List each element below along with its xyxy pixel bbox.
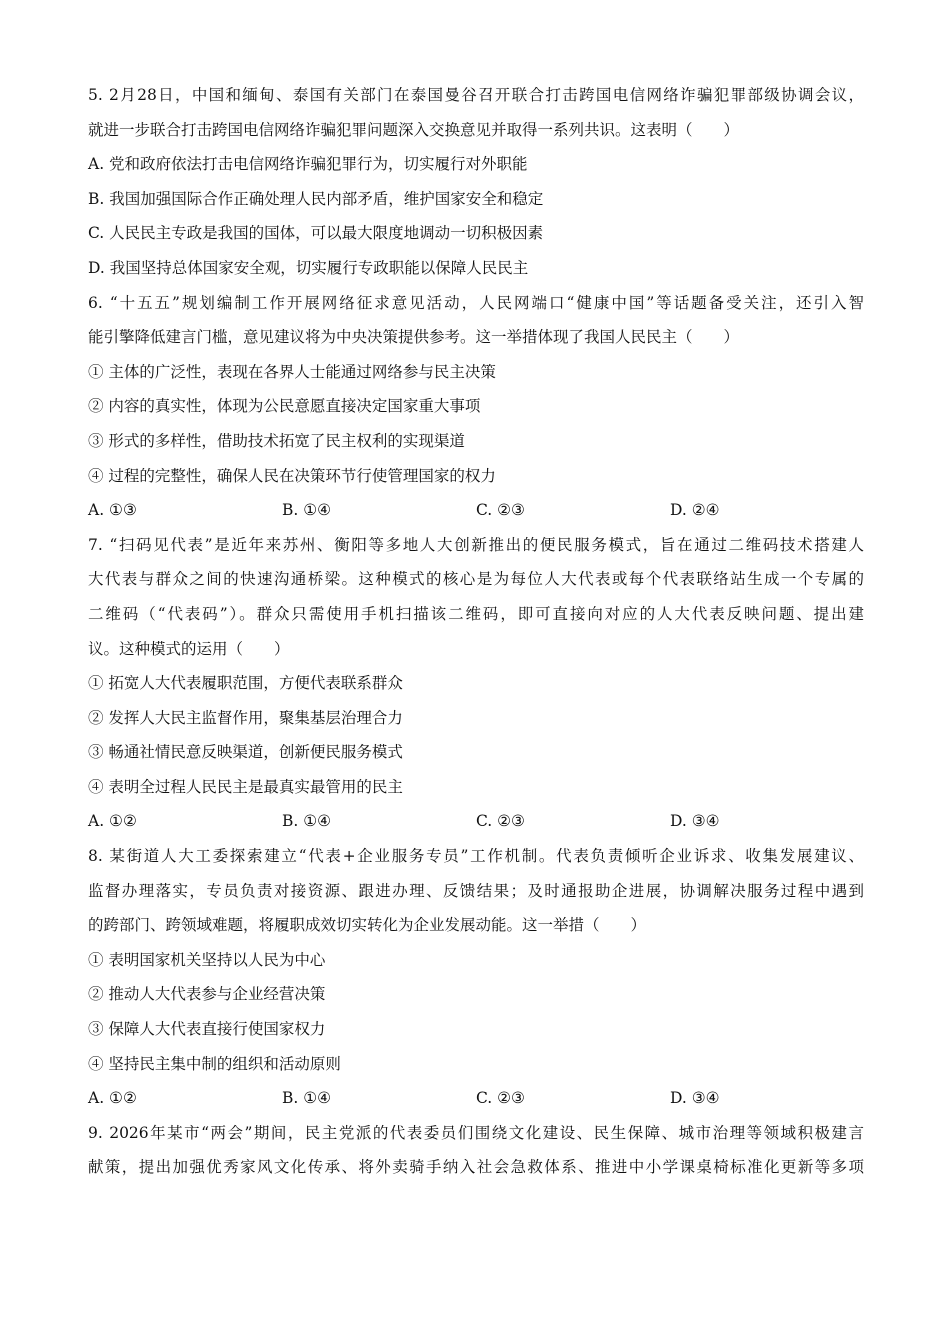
question-5-option-d: D. 我国坚持总体国家安全观，切实履行专政职能以保障人民民主	[88, 258, 529, 277]
question-9-stem-line-2: 献策，提出加强优秀家风文化传承、将外卖骑手纳入社会急救体系、推进中小学课桌椅标准化更新等多项	[88, 1158, 864, 1177]
question-5-stem-line-1: 5. 2月28日，中国和缅甸、泰国有关部门在泰国曼谷召开联合打击跨国电信网络诈骗犯罪部级协调会议，	[88, 86, 864, 104]
question-6	[88, 286, 864, 528]
question-6-stem-line-1: 6. “十五五”规划编制工作开展网络征求意见活动，人民网端口“健康中国”等话题备受关注，还引入智	[88, 293, 864, 312]
question-7-choices	[88, 804, 864, 839]
question-8-stem-line-3: 的跨部门、跨领域难题，将履职成效切实转化为企业发展动能。这一举措（ ）	[88, 916, 647, 935]
question-8-statement-1: ① 表明国家机关坚持以人民为中心	[88, 950, 326, 969]
question-8-choice-a: A. ①②	[88, 1089, 137, 1108]
question-7	[88, 528, 864, 839]
question-6-statement-1: ① 主体的广泛性，表现在各界人士能通过网络参与民主决策	[88, 362, 496, 381]
question-7-statement-4: ④ 表明全过程人民民主是最真实最管用的民主	[88, 777, 403, 796]
question-7-statement-2: ② 发挥人大民主监督作用，聚集基层治理合力	[88, 708, 403, 727]
question-8-choice-d: D. ③④	[670, 1089, 720, 1108]
question-7-stem-line-2: 大代表与群众之间的快速沟通桥梁。这种模式的核心是为每位人大代表或每个代表联络站生成一个专属的	[88, 570, 864, 589]
question-6-statement-2: ② 内容的真实性，体现为公民意愿直接决定国家重大事项	[88, 397, 481, 416]
question-6-choice-b: B. ①④	[282, 501, 332, 520]
question-8	[88, 839, 864, 1116]
question-8-statement-2: ② 推动人大代表参与企业经营决策	[88, 985, 326, 1004]
question-8-choice-b: B. ①④	[282, 1089, 332, 1108]
question-9-stem-line-1: 9. 2026年某市“两会”期间，民主党派的代表委员们围绕文化建设、民生保障、城市治理等领域积极建言	[88, 1123, 864, 1142]
question-5	[88, 78, 864, 286]
question-8-stem-line-2: 监督办理落实，专员负责对接资源、跟进办理、反馈结果；及时通报助企进展，协调解决服务过程中遇到	[88, 881, 864, 900]
question-7-stem-line-3: 二维码（“代表码”）。群众只需使用手机扫描该二维码，即可直接向对应的人大代表反映问题、提出建	[88, 604, 864, 623]
question-5-option-a: A. 党和政府依法打击电信网络诈骗犯罪行为，切实履行对外职能	[88, 155, 528, 174]
question-6-stem-line-2: 能引擎降低建言门槛，意见建议将为中央决策提供参考。这一举措体现了我国人民民主（ ）	[88, 328, 740, 347]
question-8-statement-3: ③ 保障人大代表直接行使国家权力	[88, 1020, 326, 1039]
question-6-statement-3: ③ 形式的多样性，借助技术拓宽了民主权利的实现渠道	[88, 431, 465, 450]
question-7-statement-1: ① 拓宽人大代表履职范围，方便代表联系群众	[88, 674, 403, 693]
question-6-choice-d: D. ②④	[670, 501, 720, 520]
question-6-choices	[88, 493, 864, 528]
question-7-stem-line-4: 议。这种模式的运用（ ）	[88, 639, 290, 658]
question-8-stem-line-1: 8. 某街道人大工委探索建立“代表+企业服务专员”工作机制。代表负责倾听企业诉求、收集发展建议、	[88, 847, 864, 866]
question-7-choice-b: B. ①④	[282, 812, 332, 831]
question-7-choice-c: C. ②③	[476, 812, 525, 831]
question-8-choices	[88, 1081, 864, 1116]
exam-page	[88, 78, 864, 1185]
question-7-stem-line-1: 7. “扫码见代表”是近年来苏州、衡阳等多地人大创新推出的便民服务模式，旨在通过二维码技术搭建人	[88, 535, 864, 554]
question-6-choice-a: A. ①③	[88, 501, 137, 520]
question-6-choice-c: C. ②③	[476, 501, 525, 520]
question-7-choice-d: D. ③④	[670, 812, 720, 831]
question-5-option-c: C. 人民民主专政是我国的国体，可以最大限度地调动一切积极因素	[88, 224, 544, 243]
question-8-statement-4: ④ 坚持民主集中制的组织和活动原则	[88, 1054, 341, 1073]
question-5-option-b: B. 我国加强国际合作正确处理人民内部矛盾，维护国家安全和稳定	[88, 189, 544, 208]
question-8-choice-c: C. ②③	[476, 1089, 525, 1108]
question-7-choice-a: A. ①②	[88, 812, 137, 831]
question-7-statement-3: ③ 畅通社情民意反映渠道，创新便民服务模式	[88, 743, 403, 762]
question-9	[88, 1116, 864, 1185]
question-5-stem-line-2: 就进一步联合打击跨国电信网络诈骗犯罪问题深入交换意见并取得一系列共识。这表明（ ）	[88, 120, 740, 139]
question-6-statement-4: ④ 过程的完整性，确保人民在决策环节行使管理国家的权力	[88, 466, 496, 485]
